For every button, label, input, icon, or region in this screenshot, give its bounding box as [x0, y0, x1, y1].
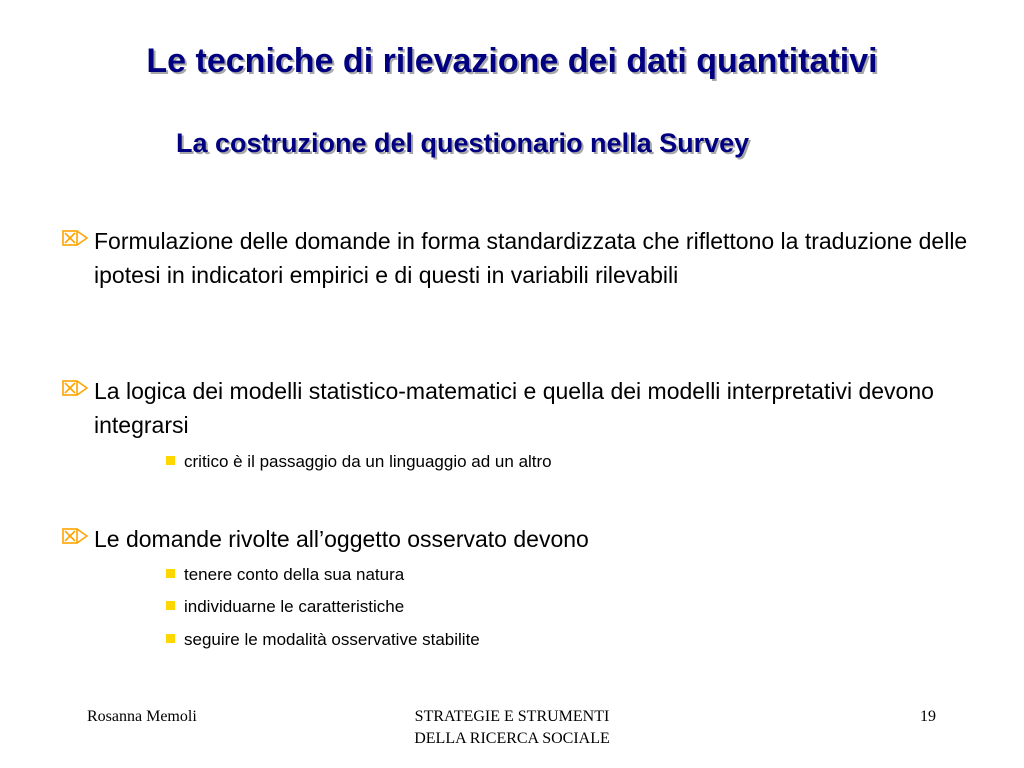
bullet-text: Le domande rivolte all’oggetto osservato devono [94, 526, 589, 552]
boxed-x-arrow-icon [62, 229, 88, 251]
bullet-item [62, 522, 1014, 556]
sub-bullet-text: tenere conto della sua natura [184, 565, 405, 584]
footer-course-line2: DELLA RICERCA SOCIALE [414, 730, 610, 747]
yellow-square-icon [166, 569, 175, 578]
footer-course-line1: STRATEGIE E STRUMENTI [414, 708, 610, 725]
bullet-item [62, 224, 1014, 292]
boxed-x-arrow-icon [62, 527, 88, 549]
sub-bullet-item [166, 595, 404, 619]
yellow-square-icon [166, 601, 175, 610]
yellow-square-icon [166, 634, 175, 643]
sub-bullet-item [166, 450, 552, 474]
sub-bullet-text: critico è il passaggio da un linguaggio ad un altro [184, 452, 552, 471]
footer-course [372, 706, 652, 750]
sub-bullet-text: individuarne le caratteristiche [184, 597, 405, 616]
page-number: 19 [920, 708, 936, 725]
sub-bullet-item [166, 563, 404, 587]
slide-title: Le tecniche di rilevazione dei dati quantitativi [146, 42, 878, 80]
bullet-text: Formulazione delle domande in forma standardizzata che riflettono la traduzione delle ipotesi in indicatori empirici e di questi in variabili rilevabili [94, 228, 968, 288]
sub-bullet-item [166, 628, 480, 652]
bullet-text: La logica dei modelli statistico-matematici e quella dei modelli interpretativi devono integrarsi [94, 378, 934, 438]
yellow-square-icon [166, 456, 175, 465]
boxed-x-arrow-icon [62, 379, 88, 401]
bullet-item [62, 374, 1014, 442]
slide-subtitle: La costruzione del questionario nella Survey [176, 128, 750, 158]
sub-bullet-text: seguire le modalità osservative stabilite [184, 630, 480, 649]
footer-author: Rosanna Memoli [87, 708, 197, 725]
